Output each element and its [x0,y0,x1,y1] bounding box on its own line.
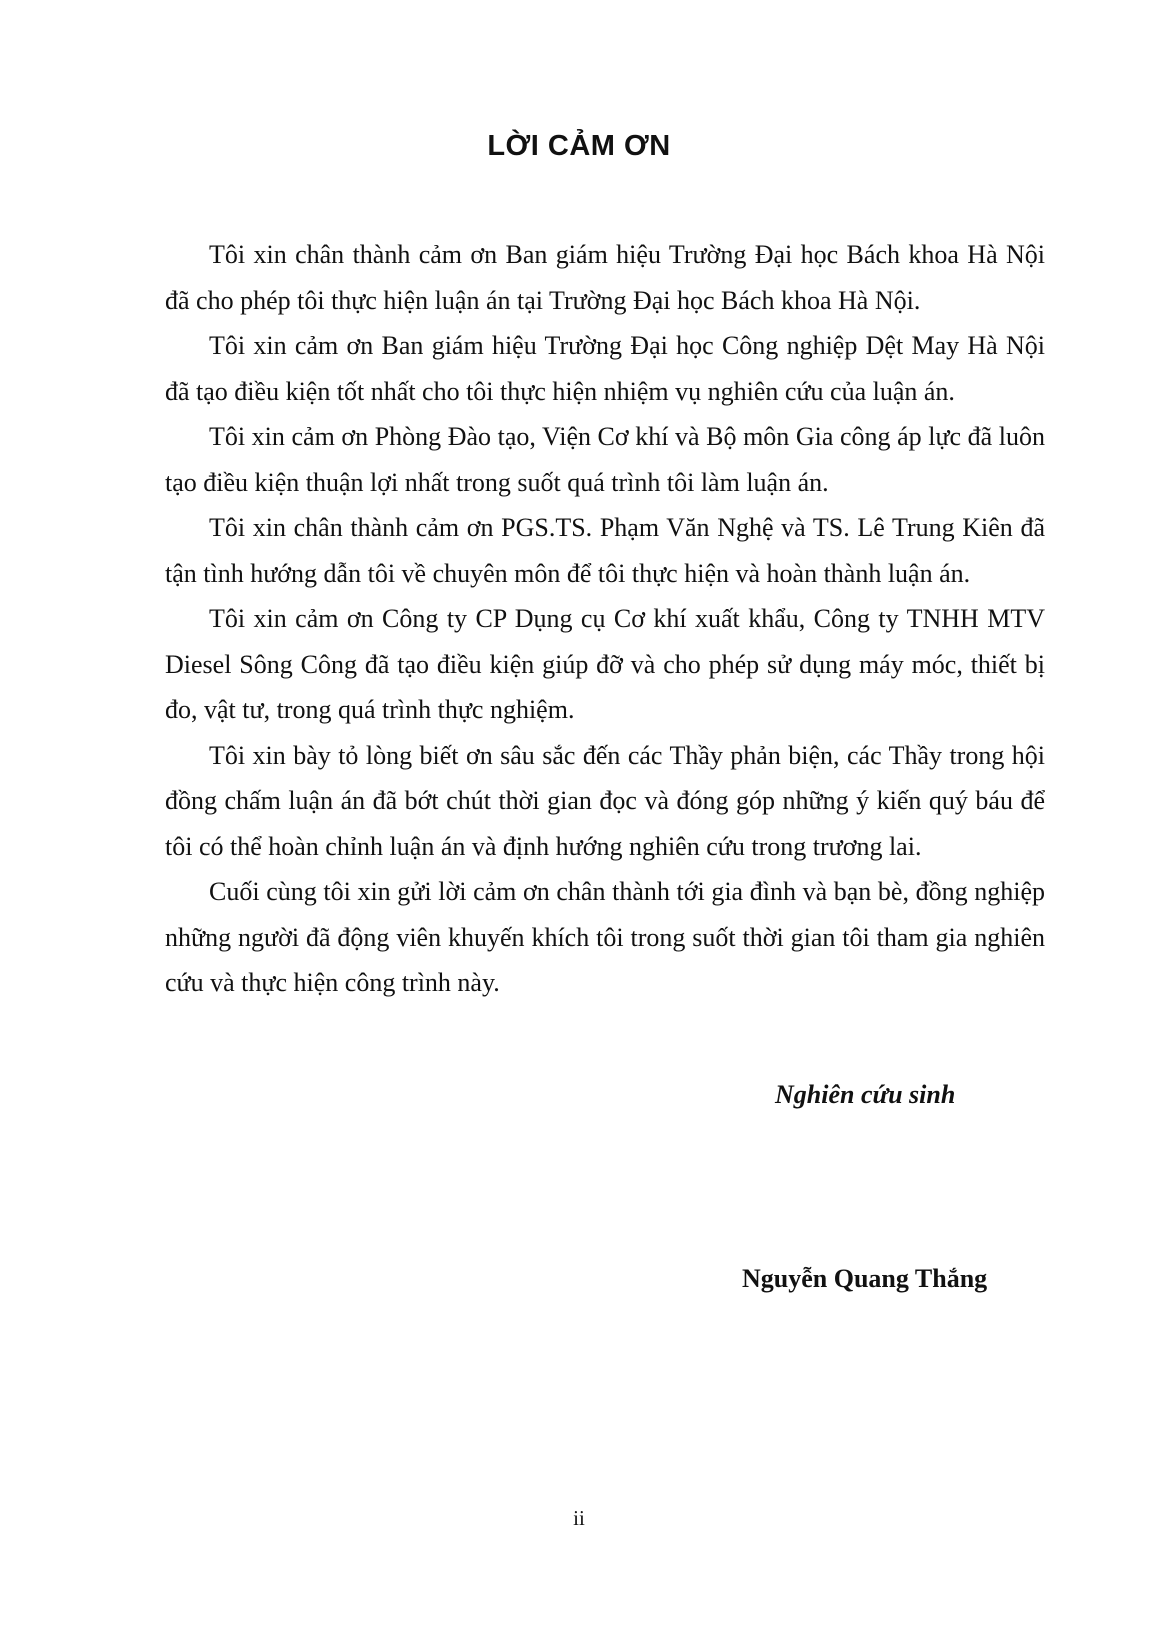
signature-name: Nguyễn Quang Thắng [742,1264,988,1293]
paragraph-supervisors: Tôi xin chân thành cảm ơn PGS.TS. Phạm Văn Nghệ và TS. Lê Trung Kiên đã tận tình hướng dẫn tôi về chuyên môn để tôi thực hiện và hoàn thành luận án. [165,513,1045,588]
paragraph-reviewers: Tôi xin bày tỏ lòng biết ơn sâu sắc đến các Thầy phản biện, các Thầy trong hội đồng chấm luận án đã bớt chút thời gian đọc và đóng góp những ý kiến quý báu để tôi có thể hoàn chỉnh luận án và định hướng nghiên cứu trong trương lai. [165,740,1045,861]
page-title: LỜI CẢM ƠN [487,130,671,162]
closing-role: Nghiên cứu sinh [775,1080,956,1109]
paragraph-textile-university: Tôi xin cảm ơn Ban giám hiệu Trường Đại học Công nghiệp Dệt May Hà Nội đã tạo điều kiện tốt nhất cho tôi thực hiện nhiệm vụ nghiên cứu của luận án. [165,331,1045,406]
paragraph-training-department: Tôi xin cảm ơn Phòng Đào tạo, Viện Cơ khí và Bộ môn Gia công áp lực đã luôn tạo điều kiện thuận lợi nhất trong suốt quá trình tôi làm luận án. [165,422,1045,497]
paragraph-companies: Tôi xin cảm ơn Công ty CP Dụng cụ Cơ khí xuất khẩu, Công ty TNHH MTV Diesel Sông Công đã tạo điều kiện giúp đỡ và cho phép sử dụng máy móc, thiết bị đo, vật tư, trong quá trình thực nghiệm. [165,604,1045,724]
paragraph-university-board: Tôi xin chân thành cảm ơn Ban giám hiệu Trường Đại học Bách khoa Hà Nội đã cho phép tôi thực hiện luận án tại Trường Đại học Bách khoa Hà Nội. [165,240,1045,315]
acknowledgement-body [165,232,1045,1006]
paragraph-family: Cuối cùng tôi xin gửi lời cảm ơn chân thành tới gia đình và bạn bè, đồng nghiệp những người đã động viên khuyến khích tôi trong suốt thời gian tôi tham gia nghiên cứu và thực hiện công trình này. [165,877,1045,997]
page-number: ii [573,1506,585,1530]
